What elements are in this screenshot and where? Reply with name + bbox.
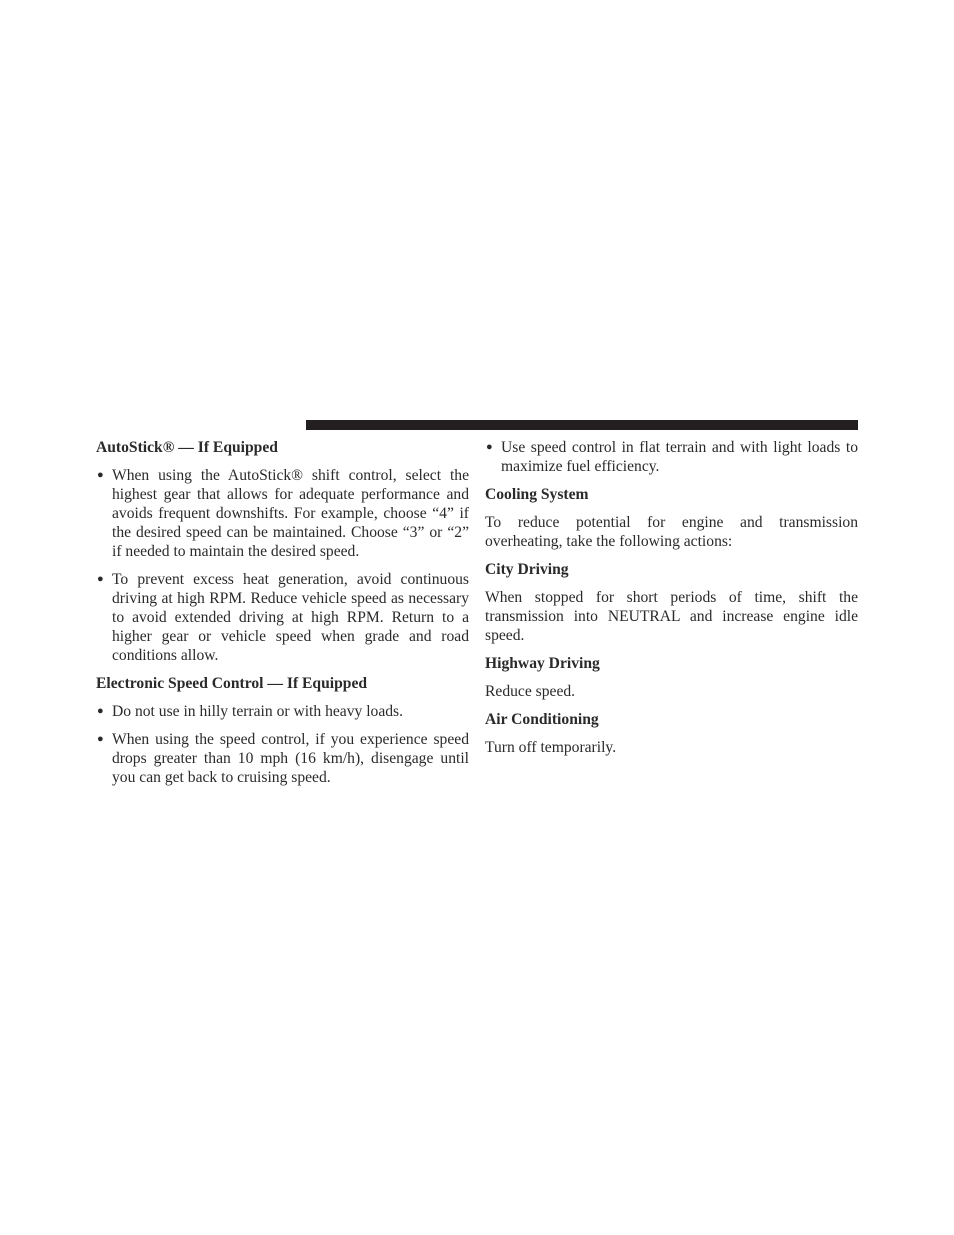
speed-control-bullet-list	[96, 702, 469, 787]
bullet-icon: ●	[486, 441, 493, 453]
list-item	[96, 730, 469, 787]
list-item	[485, 438, 858, 476]
highway-driving-heading: Highway Driving	[485, 655, 600, 672]
right-column	[485, 438, 858, 766]
speed-control-bullet-list-continued	[485, 438, 858, 476]
bullet-icon: ●	[97, 469, 104, 481]
city-driving-heading: City Driving	[485, 561, 569, 578]
bullet-icon: ●	[97, 733, 104, 745]
autostick-bullet-list	[96, 466, 469, 665]
bullet-text: When using the speed control, if you experience speed drops greater than 10 mph (16 km/h), disengage until you can get back to cruising speed.	[112, 731, 469, 786]
city-driving-text: When stopped for short periods of time, shift the transmission into NEUTRAL and increase engine idle speed.	[485, 589, 858, 644]
left-column	[96, 438, 469, 796]
highway-driving-text: Reduce speed.	[485, 683, 576, 700]
header-rule	[306, 420, 858, 430]
speed-control-heading: Electronic Speed Control — If Equipped	[96, 675, 368, 692]
bullet-icon: ●	[97, 705, 104, 717]
bullet-text: Use speed control in flat terrain and with light loads to maximize fuel efficiency.	[501, 439, 858, 475]
bullet-text: Do not use in hilly terrain or with heavy loads.	[112, 703, 404, 720]
list-item	[96, 570, 469, 665]
list-item	[96, 466, 469, 561]
cooling-system-text: To reduce potential for engine and transmission overheating, take the following actions:	[485, 514, 858, 550]
bullet-icon: ●	[97, 573, 104, 585]
air-conditioning-heading: Air Conditioning	[485, 711, 599, 728]
cooling-system-heading: Cooling System	[485, 486, 589, 503]
bullet-text: When using the AutoStick® shift control, select the highest gear that allows for adequate performance and avoids frequent downshifts. For example, choose “4” if the desired speed can be maintained. Choose “3” or “2” if needed to maintain the desired speed.	[112, 467, 469, 560]
air-conditioning-text: Turn off temporarily.	[485, 739, 617, 756]
autostick-heading: AutoStick® — If Equipped	[96, 439, 278, 456]
list-item	[96, 702, 469, 721]
bullet-text: To prevent excess heat generation, avoid continuous driving at high RPM. Reduce vehicle speed as necessary to avoid extended driving at high RPM. Return to a higher gear or vehicle speed when grade and road conditions allow.	[112, 571, 469, 664]
